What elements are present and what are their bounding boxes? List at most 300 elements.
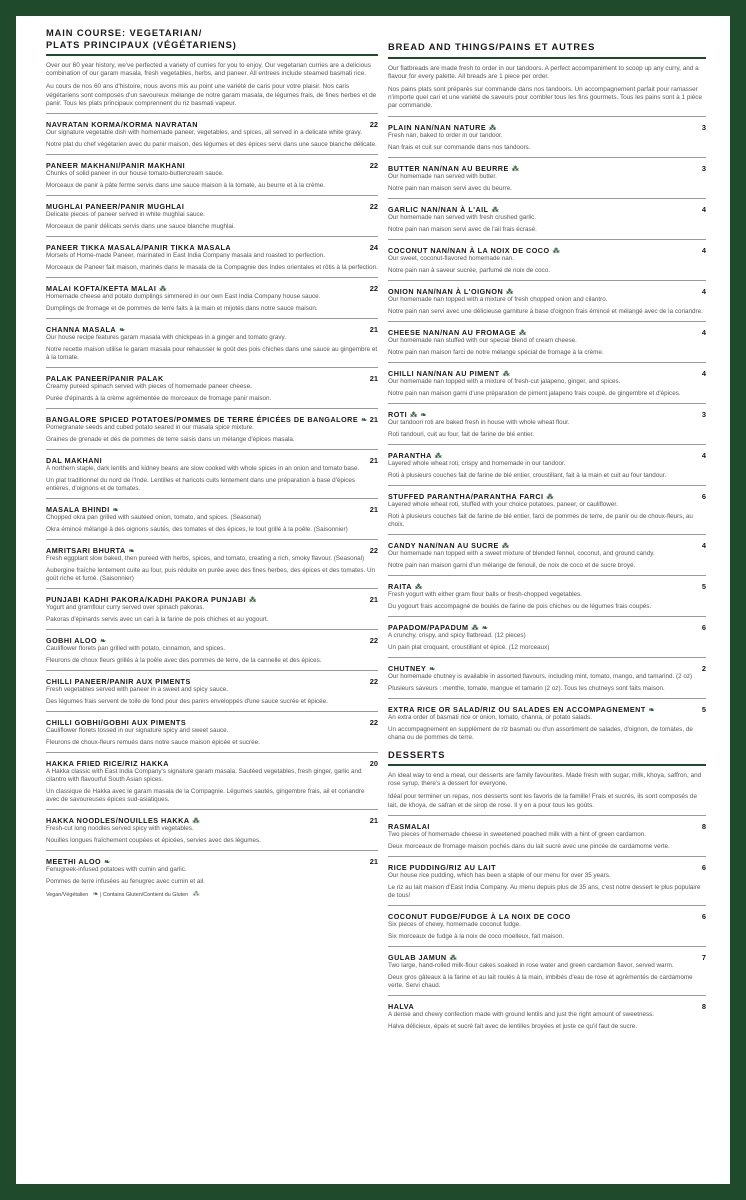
menu-item-description-fr: Du yogourt frais accompagné de boulés de farine de pois chiches ou de légumes frais coupés. [388,602,652,610]
menu-item-description-fr: Morceaux de Paneer fait maison, marinés dans le masala de la Compagnie des Indes orientales et rôtis à la perfection. [46,264,378,272]
menu-item [46,677,378,706]
menu-item-header [46,759,378,768]
menu-item-description-fr: Des légumes frais servent de toile de fond pour des panirs enveloppés d'une sauce sucrée et épicée. [46,698,328,706]
menu-item-description-fr: Un classique de Hakka avec le garam masala de la Compagnie. Légumes sautés, gingembre frais, ail et coriandre avec de savoureuses épices sud-asiatiques. [46,788,365,804]
menu-item-name-text: CHILLI GOBHI/GOBHI AUX PIMENTS [46,718,187,728]
item-divider [46,318,378,319]
leaf-icon: ❧ [361,417,368,425]
menu-item-name [388,582,422,591]
menu-item-name [388,863,496,872]
menu-item-header [46,816,378,825]
item-divider [46,367,378,368]
menu-item-description-fr: Plusieurs saveurs : menthe, tomate, mangue et tamarin (2 oz). Tous les chutneys sont faits maison. [388,684,665,692]
item-divider [46,113,378,114]
leaf-icon: ❧ [100,638,107,646]
bread-intro-fr: Nos pains plats sont préparés sur commande dans nos tandoors. Un accompagnement parfait pour ramasser n'importe quel cari et une variété de saveurs pour combler tous les fins gourmets. Tous les pains sont à 1 pièce par commande. [388,85,703,110]
menu-item-name [388,328,527,337]
menu-item-name [388,664,436,673]
menu-item-name [388,123,497,132]
menu-item-header [46,718,378,727]
menu-item-description-fr: Deux morceaux de fromage maison pochés dans du lait sucré avec une pincée de cardamome verte. [388,842,670,850]
menu-item [388,451,706,480]
menu-item-price: 21 [369,374,378,384]
menu-item [46,636,378,665]
item-divider [388,239,706,240]
menu-item-description-en: Pomegranate seeds and cubed potato seared in our masala spice mixture. [46,424,254,432]
right-column [388,16,706,1036]
menu-item-header [388,953,706,962]
menu-item-header [388,822,706,831]
menu-item-price: 22 [369,202,378,212]
menu-item-price: 22 [369,546,378,556]
menu-item-price: 4 [701,368,706,378]
menu-item-price: 20 [369,759,378,769]
leaf-icon: ❧ [119,327,126,335]
menu-item-header [388,863,706,872]
menu-item-name [388,246,560,255]
menu-item [388,623,706,652]
menu-item-price: 22 [369,284,378,294]
item-divider [388,575,706,576]
menu-item-description-en: A dense and chewy confection made with ground lentils and just the right amount of sweetness. [388,1010,655,1018]
menu-item-description-fr: Halva délicieux, épais et sucré fait avec de lentilles broyées et juste ce qu'il faut de sucre. [388,1022,638,1030]
menu-item-header [388,664,706,673]
menu-item-name [46,595,257,604]
menu-item-price: 4 [701,204,706,214]
item-divider [388,485,706,486]
menu-item-description-en: Fresh nan, baked to order in our tandoor. [388,131,503,139]
wheat-icon: ⁂ [449,954,458,962]
wheat-icon: ⁂ [434,452,443,460]
menu-item-price: 21 [369,595,378,605]
menu-item-name-text: MALAI KOFTA/KEFTA MALAI [46,284,157,294]
menu-item-header [46,284,378,293]
menu-item-name [388,705,655,714]
wheat-icon: ⁂ [489,124,497,132]
menu-item-name-text: AMRITSARI BHURTA [46,546,126,556]
menu-item-name-text: HAKKA FRIED RICE/RIZ HAKKA [46,759,169,769]
wheat-icon: ⁂ [552,247,561,255]
menu-item-description-fr: Roti à plusieurs couches fait de farine de blé entier, farci de pommes de terre, de panir ou de choux-fleurs, au choix. [388,512,693,528]
menu-item-name-text: ONION NAN/NAN À L'OIGNON [388,286,504,296]
menu-item-description-en: An extra order of basmati rice or onion, tomato, channa, or potato salads. [388,713,593,721]
menu-item-price: 4 [701,327,706,337]
item-divider [46,588,378,589]
item-divider [388,995,706,996]
item-divider [46,539,378,540]
menu-item [46,857,378,886]
item-divider [46,809,378,810]
menu-item-description-en: Morsels of Home-made Paneer, marinated in East India Company masala and roasted to perfection. [46,252,325,260]
main-course-title [46,28,378,51]
legend-gluten-label: Contains Gluten/Contient du Gluten [103,892,189,899]
menu-item-name-text: PUNJABI KADHI PAKORA/KADHI PAKORA PUNJABI [46,595,247,605]
menu-item-header [388,164,706,173]
item-divider [46,449,378,450]
menu-item-description-fr: Aubergine fraîche lentement cuite au four, puis réduite en purée avec des fines herbes, des épices et des tomates. Un goût riche et fumé. (Saisonnier) [46,567,376,583]
menu-item-description-en: Layered whole wheat roti, stuffed with your choice potatoes, paneer, or cauliflower. [388,500,618,508]
item-divider [388,534,706,535]
legend-separator: | [100,892,102,899]
menu-item-description-en: Our signature vegetable dish with homemade paneer, vegetables, and spices, all served in a delicate white gravy. [46,129,362,137]
menu-item-description-en: Chunks of solid paneer in our house tomato-buttercream sauce. [46,170,224,178]
bread-title: BREAD AND THINGS/PAINS ET AUTRES [388,42,596,52]
menu-item-name-text: HALVA [388,1001,415,1011]
menu-item-name-text: PAPADOM/PAPADUM [388,622,469,632]
menu-item-header [388,912,706,921]
menu-item [46,595,378,624]
menu-item [388,953,706,990]
menu-item-description-en: Our homemade nan topped with a mixture of fresh chopped onion and cilantro. [388,295,608,303]
menu-item-header [388,623,706,632]
menu-item-name [46,325,126,334]
menu-item [388,664,706,693]
wheat-icon: ⁂ [414,583,423,591]
menu-item-description-en: Fresh vegetables served with paneer in a sweet and spicy sauce. [46,686,229,694]
leaf-icon: ❧ [429,665,436,673]
wheat-icon: ⁂ [511,165,520,173]
menu-item-header [388,410,706,419]
menu-item-description-fr: Notre pain nan maison garni d'un mélange de fenouil, de noix de coco et de sucre broyé. [388,561,636,569]
leaf-icon: ❧ [104,859,111,867]
menu-item-name [388,205,499,214]
menu-item [388,328,706,357]
wheat-icon: ⁂ [501,542,510,550]
item-divider [388,444,706,445]
menu-item-name-text: RASMALAI [388,821,430,831]
menu-item-name [388,1002,414,1011]
menu-item-description-en: Our tandoori roti are baked fresh in house with whole wheat flour. [388,418,570,426]
menu-item-description-en: Creamy pureed spinach served with pieces of homemade paneer cheese. [46,383,252,391]
menu-item-description-en: Fenugreek-infused potatoes with cumin and garlic. [46,866,187,874]
item-divider [388,157,706,158]
menu-item-name-text: CHILLI PANEER/PANIR AUX PIMENTS [46,677,191,687]
menu-item-description-fr: Roti tandouri, cuit au four, fait de farine de blé entier. [388,430,534,438]
item-divider [46,154,378,155]
menu-item-name [46,415,368,424]
menu-item-name [388,164,519,173]
menu-item-header [388,328,706,337]
menu-item-price: 4 [701,450,706,460]
menu-item-price: 3 [701,409,706,419]
bread-intro-en: Our flatbreads are made fresh to order in our tandoors. A perfect accompaniment to scoop up any curry, and a flavour for every palette. All breads are 1 piece per order. [388,64,699,80]
menu-item-header [46,636,378,645]
menu-item-description-fr: Pakoras d'épinards servis avec un cari à la farine de pois chiches et au yogourt. [46,616,269,624]
main-course-title-line1: MAIN COURSE: VEGETARIAN/ [46,28,203,38]
menu-item-name-text: GOBHI ALOO [46,636,98,646]
menu-item-header [388,1002,706,1011]
menu-item-price: 3 [701,122,706,132]
wheat-icon: ⁂ [519,329,527,337]
menu-item-header [46,120,378,129]
wheat-icon: ⁂ [471,624,479,632]
menu-item-description-en: Our homemade nan served with butter. [388,172,497,180]
menu-item-price: 4 [701,245,706,255]
menu-item [46,202,378,231]
wheat-icon: ⁂ [410,411,418,419]
menu-item-price: 21 [369,415,378,425]
menu-item-description-fr: Roti à plusieurs couches fait de farine de blé entier, croustillant, fait à la main et cuit au four tandour. [388,471,667,479]
menu-item-name-text: MUGHLAI PANEER/PANIR MUGHLAI [46,202,185,212]
section-divider [46,54,378,56]
menu-item-header [388,451,706,460]
menu-item-description-en: Our homemade nan topped with a mixture of fresh-cut jalapeno, ginger, and spices. [388,377,621,385]
item-divider [388,905,706,906]
menu-item-header [46,243,378,252]
menu-item-description-fr: Notre pain nan à saveur sucrée, parfumé de noix de coco. [388,266,551,274]
menu-item-description-fr: Notre recette maison utilise le garam masala pour rehausser le goût des pois chiches dans une sauce au gingembre et à la tomate. [46,346,378,362]
menu-item-description-fr: Notre pain nan maison garni d'une préparation de piment jalapeno frais coupé, de gingembre et d'épices. [388,389,681,397]
menu-item [388,863,706,900]
menu-item-name-text: GULAB JAMUN [388,952,447,962]
menu-item [388,912,706,941]
section-divider [388,57,706,59]
menu-item-header [388,705,706,714]
menu-item-name-text: CHILLI NAN/NAN AU PIMENT [388,368,500,378]
menu-item-description-fr: Un accompagnement en supplément de riz basmati ou d'un assortiment de salades, d'oignon, de tomates, de chana ou de pommes de terre. [388,725,693,741]
item-divider [46,711,378,712]
menu-item-price: 21 [369,325,378,335]
wheat-icon: ⁂ [192,891,200,899]
menu-item-description-en: Our house recipe features garam masala with chickpeas in a ginger and tomato gravy. [46,334,286,342]
menu-item-name-text: MEETHI ALOO [46,857,102,867]
menu-item-name [46,456,102,465]
menu-item-description-en: Two large, hand-rolled milk-flour cakes soaked in rose water and green cardamon flavor, served warm. [388,961,674,969]
menu-item-name-text: NAVRATAN KORMA/KORMA NAVRATAN [46,120,198,130]
item-divider [388,856,706,857]
menu-item-name-text: GARLIC NAN/NAN À L'AIL [388,204,489,214]
item-divider [46,195,378,196]
menu-item-description-en: A Hakka classic with East India Company's signature garam masala. Sautéed vegetables, fresh ginger, garlic and cilantro with flavourful South Asian spices. [46,768,362,784]
menu-item-name [46,243,231,252]
menu-item-name [388,623,488,632]
desserts-intro-en: An ideal way to end a meal, our desserts are family favourites. Made fresh with sugar, milk, khoya, saffron, and rose syrup, there's a dessert for everyone. [388,772,702,788]
leaf-icon: ❧ [648,706,656,714]
menu-item-header [388,492,706,501]
menu-item-name [388,492,554,501]
menu-item [46,161,378,190]
menu-item-name [388,953,457,962]
menu-item-description-fr: Deux gros gâteaux à la farine et au lait roulés à la main, imbibés d'eau de rose et agrémentés de cardamome verte. Servi chaud. [388,973,693,989]
menu-item-description-en: Layered whole wheat roti, crispy and homemade in our tandoor. [388,459,566,467]
main-course-title-line2: PLATS PRINCIPAUX (VÉGÉTARIENS) [46,39,237,50]
menu-item-name-text: CHUTNEY [388,663,427,673]
menu-item-price: 7 [701,952,706,962]
item-divider [46,670,378,671]
menu-item-description-en: Our homemade nan topped with a sweet mixture of blended fennel, coconut, and ground candy. [388,549,655,557]
item-divider [388,616,706,617]
item-divider [46,277,378,278]
menu-item-name-text: PANEER TIKKA MASALA/PANIR TIKKA MASALA [46,243,232,253]
menu-item [388,246,706,275]
menu-item-price: 4 [701,286,706,296]
menu-item-description-en: Our homemade nan served with fresh crushed garlic. [388,213,537,221]
menu-item-description-fr: Notre pain nan servi avec une délicieuse garniture à base d'oignon frais émincé et mélangé avec de la coriandre. [388,307,703,315]
menu-item-description-en: Our sweet, coconut-flavored homemade nan. [388,254,515,262]
wheat-icon: ⁂ [502,370,511,378]
menu-item-description-en: Six pieces of chewy, homemade coconut fudge. [388,920,521,928]
menu-item-name-text: COCONUT NAN/NAN À LA NOIX DE COCO [388,245,550,255]
wheat-icon: ⁂ [506,288,514,296]
menu-item-header [388,205,706,214]
menu-item-price: 4 [701,540,706,550]
leaf-icon: ❧ [112,507,120,515]
menu-item-description-fr: Fleurons de choux-fleurs remués dans notre sauce maison épicée et sucrée. [46,739,260,747]
item-divider [388,657,706,658]
desserts-title: DESSERTS [388,749,446,760]
menu-item [388,822,706,851]
item-divider [46,236,378,237]
item-divider [388,280,706,281]
menu-item-name-text: RICE PUDDING/RIZ AU LAIT [388,862,496,872]
menu-item-header [46,505,378,514]
menu-item-price: 21 [369,505,378,515]
menu-item-description-en: Cauliflower florets pan grilled with potato, cinnamon, and spices. [46,645,226,653]
menu-item-name [46,636,106,645]
menu-item [46,374,378,403]
legend [46,891,378,898]
item-divider [388,403,706,404]
menu-item-description-fr: Notre pain nan maison servi avec du beurre. [388,184,512,192]
menu-item-description-fr: Notre plat du chef végétarien avec du panir maison, des légumes et des épices servi dans une sauce blanche délicate. [46,141,377,149]
menu-item-header [46,202,378,211]
menu-item-name-text: RAITA [388,581,412,591]
item-divider [388,815,706,816]
menu-item-description-en: Cauliflower florets tossed in our signature spicy and sweet sauce. [46,727,229,735]
menu-item [46,415,378,444]
menu-item-price: 22 [369,161,378,171]
main-course-column [46,16,378,898]
menu-item-header [46,595,378,604]
main-course-intro-fr: Au cours de nos 60 ans d'histoire, nous avons mis au point une variété de caris pour votre plaisir. Nos caris végétariens sont composés d'un savoureux mélange de notre garam masala, de légumes frais, de fines herbes et de panir. Tous les plats principaux comprennent du riz basmati vapeur. [46,83,377,107]
menu-item-description-fr: Nan frais et cuit sur commande dans nos tandoors. [388,143,531,151]
menu-item-description-en: Fresh eggplant slow baked, then pureed with herbs, spices, and tomato, creating a rich, smoky flavour. (Seasonal) [46,555,365,563]
menu-item-description-en: Fresh-cut long noodles served spicy with vegetables. [46,825,194,833]
menu-item-header [388,582,706,591]
menu-item [46,546,378,583]
wheat-icon: ⁂ [159,286,167,294]
menu-item [46,505,378,534]
menu-item-name [388,541,509,550]
menu-item-header [46,161,378,170]
menu-item [388,410,706,439]
leaf-icon: ❧ [128,548,136,556]
item-divider [388,946,706,947]
menu-item-name [46,505,119,514]
leaf-icon: ❧ [420,411,428,419]
menu-item [46,456,378,493]
menu-item-description-en: Our house rice pudding, which has been a staple of our menu for over 35 years. [388,871,611,879]
wheat-icon: ⁂ [249,597,257,605]
menu-item-description-fr: Le riz au lait maison d'East India Company. Au menu depuis plus de 35 ans, c'est notre dessert le plus populaire de tous! [388,883,701,899]
menu-item-description-en: Fresh yogurt with either gram flour balls or fresh-chopped vegetables. [388,590,582,598]
menu-item-description-fr: Pommes de terre infusées au fenugrec avec cumin et ail. [46,878,205,886]
wheat-icon: ⁂ [192,818,201,826]
menu-item [46,284,378,313]
legend-vegan-label: Vegan/Végétalien [46,892,89,899]
wheat-icon: ⁂ [546,493,555,501]
menu-item-price: 22 [369,677,378,687]
item-divider [46,850,378,851]
menu-item-description-fr: Morceaux de panir délicats servis dans une sauce blanche mughlai. [46,223,236,231]
leaf-icon: ❧ [92,891,99,899]
menu-item-description-fr: Dumplings de fromage et de pommes de terre faits à la main et mijotés dans notre sauce maison. [46,305,318,313]
menu-item-header [46,325,378,334]
menu-item [388,1002,706,1031]
menu-item-description-fr: Okra émincé mélangé à des oignons sautés, des tomates et des épices, le tout grillé à la poêle. (Saisonnier) [46,526,348,534]
main-course-intro-en: Over our 60 year history, we've perfected a variety of curries for you to enjoy. Our vegetarian curries are a delicious combination of our garam masala, fresh vegetables, herbs, and paneer. All entrees include steamed basmati rice. [46,62,371,78]
item-divider [388,116,706,117]
item-divider [388,198,706,199]
menu-item-description-fr: Purée d'épinards à la crème agrémentée de morceaux de fromage panir maison. [46,395,272,403]
menu-item-description-en: Yogurt and gramflour curry served over spinach pakoras. [46,604,205,612]
menu-item-description-en: Delicate pieces of paneer served in white mughlai sauce. [46,211,205,219]
menu-item-name-text: PLAIN NAN/NAN NATURE [388,122,487,132]
menu-item-name [46,202,184,211]
menu-item-header [388,123,706,132]
menu-item-name-text: PARANTHA [388,450,432,460]
menu-item [388,541,706,570]
menu-item [388,287,706,316]
item-divider [46,629,378,630]
menu-item-name-text: CHEESE NAN/NAN AU FROMAGE [388,327,517,337]
menu-item-name [46,374,164,383]
menu-item-name-text: STUFFED PARANTHA/PARANTHA FARCI [388,491,544,501]
menu-item-name [388,410,427,419]
bread-list [388,116,706,742]
menu-item-price: 22 [369,718,378,728]
menu-item-price: 8 [701,1001,706,1011]
menu-item-header [388,287,706,296]
menu-item-name-text: BANGALORE SPICED POTATOES/POMMES DE TERRE ÉPICÉES DE BANGALORE [46,415,359,425]
menu-item-name-text: PALAK PANEER/PANIR PALAK [46,374,164,384]
menu-item-name [46,677,191,686]
menu-item-name [388,451,442,460]
item-divider [388,362,706,363]
menu-item-description-en: Our homemade chutney is available in assorted flavours, including mint, tomato, mango, and tamarind. (2 oz) [388,672,693,680]
menu-item [46,816,378,845]
item-divider [388,698,706,699]
menu-item-name [46,759,169,768]
menu-item-header [46,677,378,686]
menu-item-description-fr: Morceaux de panir à pâte ferme servis dans une sauce maison à la tomate, au beurre et à la crème. [46,182,325,190]
menu-item-name-text: PANEER MAKHANI/PANIR MAKHANI [46,161,186,171]
menu-item-description-fr: Un plat traditionnel du nord de l'Inde. Lentilles et haricots cuits lentement dans une préparation à base d'épices entières, d'oignons et de tomates. [46,477,356,493]
menu-item [388,205,706,234]
menu-item [46,718,378,747]
menu-item-description-fr: Six morceaux de fudge à la noix de coco moelleux, fait maison. [388,932,565,940]
menu-item-name [46,120,198,129]
item-divider [46,752,378,753]
menu-item-price: 24 [369,243,378,253]
menu-item-name-text: DAL MAKHANI [46,456,103,466]
wheat-icon: ⁂ [491,206,500,214]
menu-item-description-en: Homemade cheese and potato dumplings simmered in our own East India Company house sauce. [46,293,321,301]
menu-item-name [388,822,430,831]
menu-item [46,759,378,804]
menu-item-price: 8 [701,821,706,831]
menu-item-price: 2 [701,663,706,673]
menu-item-price: 22 [369,120,378,130]
menu-item-header [46,415,378,424]
menu-item-price: 6 [701,491,706,501]
menu-item-price: 5 [701,704,706,714]
desserts-list [388,815,706,1031]
menu-item-price: 21 [369,857,378,867]
menu-item [46,243,378,272]
menu-item-name-text: EXTRA RICE OR SALAD/RIZ OU SALADES EN ACCOMPAGNEMENT [388,704,646,714]
menu-item-name [388,287,514,296]
